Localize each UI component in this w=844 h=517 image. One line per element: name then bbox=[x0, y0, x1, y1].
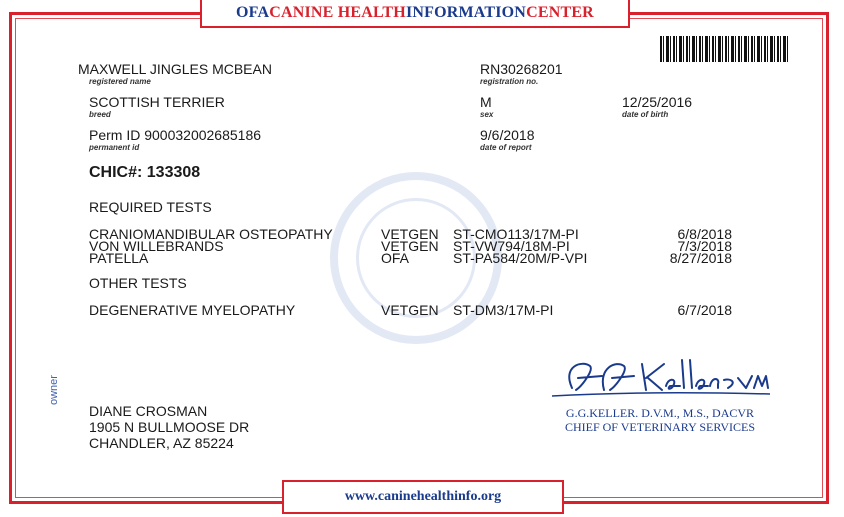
sex-label: sex bbox=[480, 110, 494, 119]
date-of-birth-label: date of birth bbox=[622, 110, 669, 119]
footer-banner bbox=[282, 480, 564, 514]
required-test-lab: OFA bbox=[381, 250, 410, 266]
required-test-name: PATELLA bbox=[89, 250, 149, 266]
breed-field bbox=[89, 95, 225, 119]
header-banner bbox=[200, 0, 630, 28]
registration-no-label: registration no. bbox=[480, 77, 539, 86]
owner-name: DIANE CROSMAN bbox=[89, 403, 208, 419]
required-test-code: ST-CMO113/17M-PI bbox=[453, 226, 579, 242]
barcode bbox=[660, 36, 788, 62]
other-test-lab: VETGEN bbox=[381, 302, 439, 318]
header-title-information: INFORMATION bbox=[405, 4, 527, 21]
signatory-name: G.G.KELLER. D.V.M., M.S., DACVR bbox=[565, 406, 755, 420]
date-of-report-value: 9/6/2018 bbox=[480, 127, 535, 143]
permanent-id-label: permanent id bbox=[89, 143, 140, 152]
owner-label: owner bbox=[48, 375, 60, 405]
date-of-birth-value: 12/25/2016 bbox=[622, 94, 693, 110]
breed-label: breed bbox=[89, 110, 111, 119]
required-test-lab: VETGEN bbox=[381, 226, 439, 242]
permanent-id-value: Perm ID 900032002685186 bbox=[89, 127, 262, 143]
registered-name-value: MAXWELL JINGLES MCBEAN bbox=[78, 61, 272, 77]
chic-number: CHIC#: 133308 bbox=[89, 164, 201, 181]
sex-field bbox=[480, 95, 493, 119]
other-test-name: DEGENERATIVE MYELOPATHY bbox=[89, 302, 296, 318]
sex-value: M bbox=[480, 94, 492, 110]
required-test-date: 6/8/2018 bbox=[677, 226, 732, 242]
date-of-report-field bbox=[480, 128, 535, 152]
signatory-title: CHIEF OF VETERINARY SERVICES bbox=[564, 420, 756, 434]
registered-name-field bbox=[78, 62, 272, 86]
date-of-report-label: date of report bbox=[480, 143, 532, 152]
header-title-center: CENTER bbox=[526, 4, 594, 21]
registered-name-label: registered name bbox=[89, 77, 151, 86]
required-test-name: CRANIOMANDIBULAR OSTEOPATHY bbox=[89, 226, 333, 242]
required-tests-heading: REQUIRED TESTS bbox=[89, 199, 212, 215]
owner-address-line2: CHANDLER, AZ 85224 bbox=[89, 435, 234, 451]
other-tests-heading: OTHER TESTS bbox=[89, 275, 187, 291]
required-test-lab: VETGEN bbox=[381, 238, 439, 254]
signature-image bbox=[542, 356, 772, 402]
breed-value: SCOTTISH TERRIER bbox=[89, 94, 225, 110]
required-test-code: ST-VW794/18M-PI bbox=[453, 238, 570, 254]
required-test-code: ST-PA584/20M/P-VPI bbox=[453, 250, 588, 266]
date-of-birth-field bbox=[622, 95, 692, 119]
required-test-name: VON WILLEBRANDS bbox=[89, 238, 224, 254]
other-test-code: ST-DM3/17M-PI bbox=[453, 302, 554, 318]
required-test-date: 8/27/2018 bbox=[669, 250, 732, 266]
footer-website-link[interactable]: www.caninehealthinfo.org bbox=[344, 489, 502, 504]
header-title-canine-health: CANINE HEALTH bbox=[269, 4, 406, 21]
required-test-date: 7/3/2018 bbox=[677, 238, 732, 254]
header-title-ofa: OFA bbox=[236, 4, 270, 21]
owner-address-line1: 1905 N BULLMOOSE DR bbox=[89, 419, 250, 435]
registration-no-field bbox=[480, 62, 563, 86]
other-test-date: 6/7/2018 bbox=[677, 302, 732, 318]
permanent-id-field bbox=[89, 128, 261, 152]
registration-no-value: RN30268201 bbox=[480, 61, 563, 77]
